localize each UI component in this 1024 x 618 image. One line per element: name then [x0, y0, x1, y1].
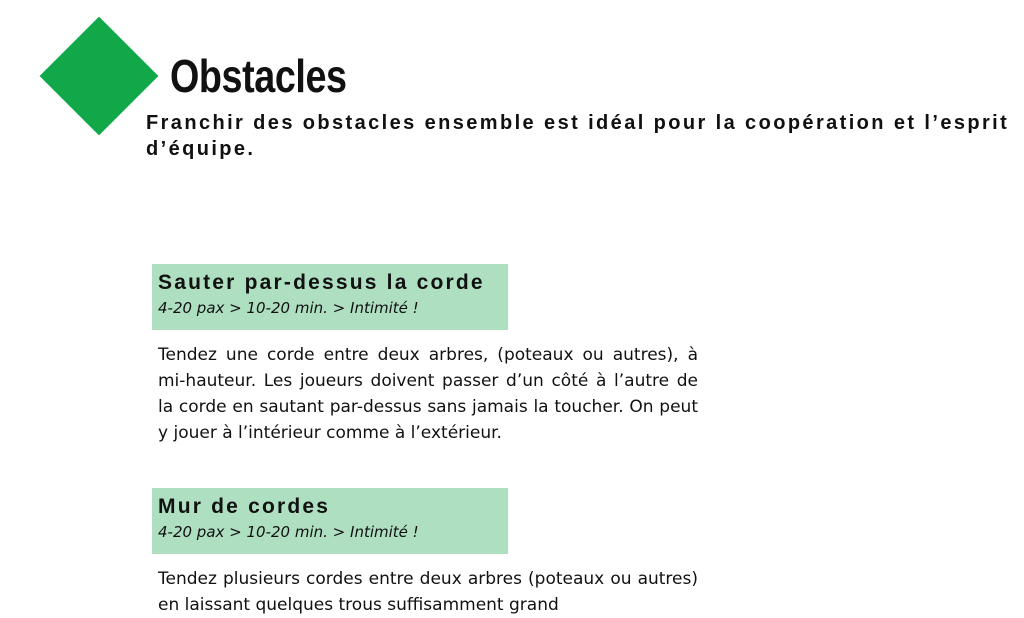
activity-meta: 4-20 pax > 10-20 min. > Intimité ! — [158, 523, 419, 541]
activity-title: Sauter par-dessus la corde — [158, 271, 485, 294]
activity-description-1: Tendez une corde entre deux arbres, (poteaux ou autres), à mi-hauteur. Les joueurs doivent passer d’un côté à l’autre de la corde en sautant par-dessus sans jamais la toucher. On peut y jouer à l’intérieur comme à l’extérieur. — [158, 345, 698, 443]
activity-meta: 4-20 pax > 10-20 min. > Intimité ! — [158, 299, 419, 317]
green-diamond-icon — [40, 17, 159, 136]
page-title: Obstacles — [170, 50, 347, 102]
activity-title: Mur de cordes — [158, 495, 331, 518]
activity-description-2: Tendez plusieurs cordes entre deux arbres (poteaux ou autres) en laissant quelques trous suffisamment grand — [158, 569, 698, 615]
activity-header-2 — [152, 488, 508, 554]
activity-header-1 — [152, 264, 508, 330]
page-subtitle: Franchir des obstacles ensemble est idéal pour la coopération et l’esprit d’équipe. — [146, 112, 1010, 160]
